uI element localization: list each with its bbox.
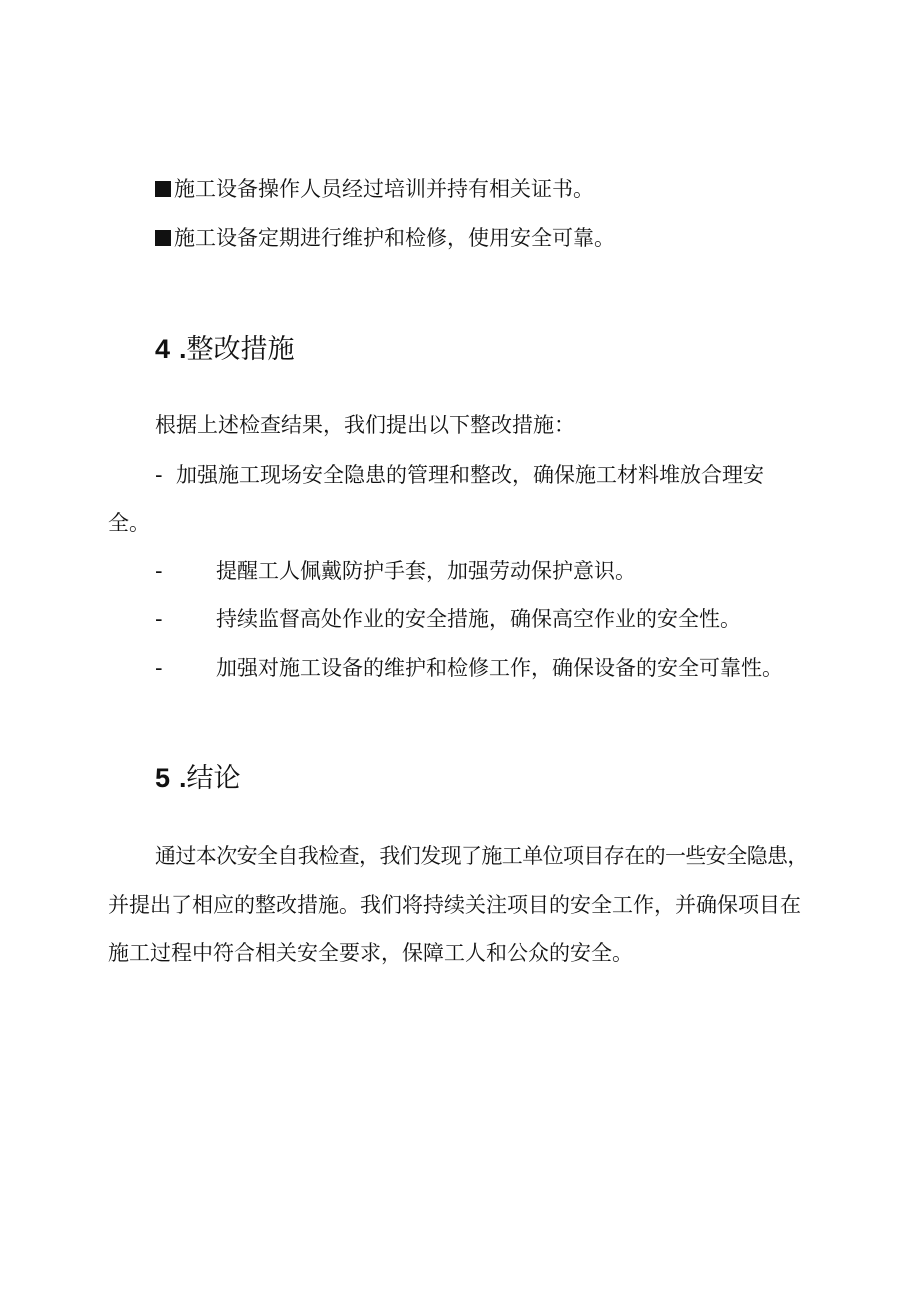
measure-item: 持续监督高处作业的安全措施，确保高空作业的安全性。 [216, 607, 741, 631]
conclusion-line: 并提出了相应的整改措施。我们将持续关注项目的安全工作，并确保项目在 [108, 893, 801, 917]
measure-item: 提醒工人佩戴防护手套，加强劳动保护意识。 [216, 559, 636, 583]
equipment-item-text: 施工设备操作人员经过培训并持有相关证书。 [174, 177, 594, 201]
section-number: 5 [155, 763, 171, 793]
section-number: 4 [155, 334, 171, 364]
section-5-heading [155, 761, 241, 796]
measure-item-line: 加强施工现场安全隐患的管理和整改，确保施工材料堆放合理安 [176, 463, 764, 487]
measure-item-line: 全。 [108, 511, 150, 535]
conclusion-line: 通过本次安全自我检查，我们发现了施工单位项目存在的一些安全隐患， [155, 844, 808, 868]
equipment-item-text: 施工设备定期进行维护和检修，使用安全可靠。 [174, 226, 615, 250]
dash-marker: - [155, 656, 163, 680]
dash-marker: - [155, 559, 163, 583]
section-title: 整改措施 [186, 334, 295, 365]
section-dot: . [179, 763, 187, 793]
square-bullet-icon [155, 230, 171, 246]
square-bullet-icon [155, 181, 171, 197]
measure-item: 加强对施工设备的维护和检修工作，确保设备的安全可靠性。 [216, 656, 783, 680]
equipment-item [155, 175, 594, 203]
section-dot: . [179, 334, 187, 364]
section-4-intro: 根据上述检查结果，我们提出以下整改措施： [155, 413, 575, 437]
conclusion-line: 施工过程中符合相关安全要求，保障工人和公众的安全。 [108, 941, 633, 965]
dash-marker: - [155, 463, 163, 487]
section-4-heading [155, 332, 295, 367]
section-title: 结论 [186, 763, 241, 794]
equipment-item [155, 224, 615, 252]
dash-marker: - [155, 607, 163, 631]
